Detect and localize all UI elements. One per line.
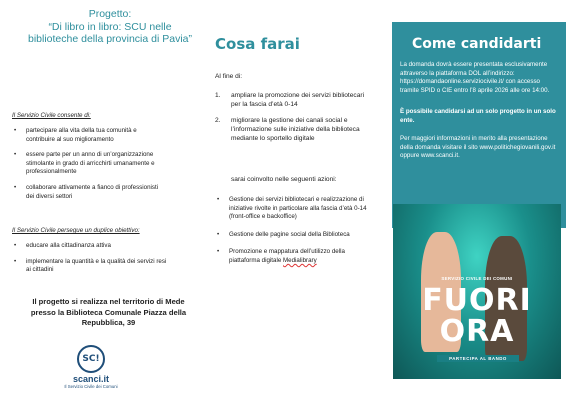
single-project-text: È possibile candidarsi ad un solo progetto in un solo ente.	[400, 108, 556, 124]
list-item: • educare alla cittadinanza attiva	[12, 242, 167, 251]
middle-panel	[203, 0, 386, 404]
territorio-text: Il progetto si realizza nel territorio di Mede presso la Biblioteca Comunale Piazza della Repubblica, 39	[30, 297, 187, 327]
azioni-list	[215, 196, 371, 275]
list-item: • Gestione dei servizi bibliotecari e realizzazione di iniziative rivolte in particolare alla fascia d’età 0-14 (front-office e backoffice)	[215, 196, 371, 222]
left-panel	[0, 0, 200, 404]
list-item: • collaborare attivamente a fianco di professionisti dei diversi settori	[12, 184, 167, 201]
list-item: 2. migliorare la gestione dei canali social e l’informazione sulle iniziative della biblioteca mediante lo sportello digitale	[215, 117, 360, 142]
poster-title-ora: ORA	[439, 314, 515, 349]
obiettivo-heading: Il Servizio Civile persegue un duplice obiettivo:	[12, 227, 140, 234]
come-candidarti-box	[392, 22, 566, 228]
cosa-farai-heading: Cosa farai	[215, 35, 300, 53]
coinvolto-text: sarai coinvolto nelle seguenti azioni:	[231, 176, 337, 183]
application-text: La domanda dovrà essere presentata esclusivamente attraverso la piattaforma DOL all’indirizzo: https://domandaonline.serviziocivile.it/ con accesso tramite SPID o CIE entro l’8 aprile 2026 alle ore 14:00.	[400, 61, 550, 94]
project-title: Progetto: “Di libro in libro: SCU nelle biblioteche della provincia di Pavia”	[27, 8, 192, 45]
poster-subtitle: SERVIZIO CIVILE DEI COMUNI	[441, 276, 513, 281]
poster-title-fuori: FUORI	[422, 283, 532, 318]
logo-name: scanci.it	[72, 374, 110, 384]
list-item: 1. ampliare la promozione dei servizi bibliotecari per la fascia d’età 0-14	[215, 92, 365, 108]
fuori-ora-poster	[393, 204, 561, 379]
consente-heading: Il Servizio Civile consente di:	[12, 112, 91, 119]
info-text: Per maggiori informazioni in merito alla presentazione della domanda visitare il sito www.politichegiovanili.gov.it oppure www.scanci.it.	[400, 135, 556, 159]
list-item: • implementare la quantità e la qualità dei servizi resi ai cittadini	[12, 258, 167, 275]
list-item: • partecipare alla vita della tua comunità e contribuire al suo miglioramento	[12, 127, 167, 144]
consente-list	[12, 127, 167, 208]
scanci-logo	[66, 345, 116, 389]
come-candidarti-heading: Come candidarti	[412, 36, 542, 52]
al-fine-text: Al fine di:	[215, 73, 243, 80]
logo-subtitle: Il Servizio Civile dei Comuni	[64, 384, 118, 389]
obiettivo-list	[12, 242, 167, 282]
right-panel	[390, 0, 571, 404]
list-item: • Promozione e mappatura dell’utilizzo della piattaforma digitale Medialibrary	[215, 248, 371, 265]
list-item: • essere parte per un anno di un’organizzazione stimolante in grado di arricchirti umanamente e professionalmente	[12, 151, 167, 177]
goals-list	[215, 92, 375, 152]
poster-strip: PARTECIPA AL BANDO	[437, 355, 519, 362]
scanci-logo-icon: SC!	[77, 345, 105, 373]
list-item: • Gestione delle pagine social della Biblioteca	[215, 231, 371, 240]
